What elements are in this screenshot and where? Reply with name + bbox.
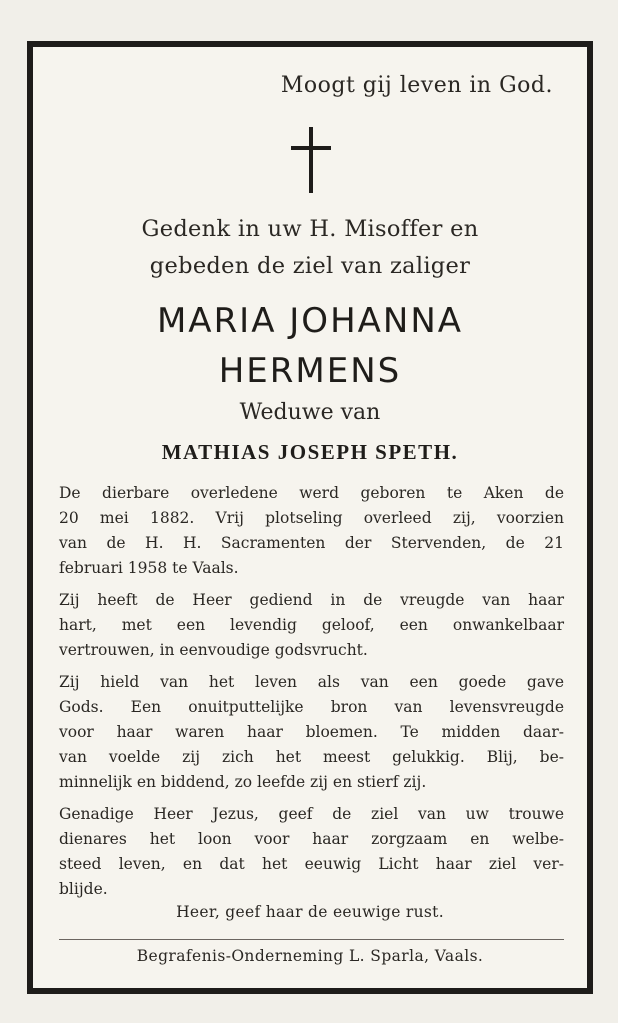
paragraph-line: hart, met een levendig geloof, een onwankelbaar (59, 616, 564, 634)
motto: Moogt gij leven in God. (280, 73, 553, 98)
paragraph-life (59, 670, 564, 795)
intro-line: Gedenk in uw H. Misoffer en (141, 216, 479, 242)
spouse-name: MATHIAS JOSEPH SPETH. (161, 440, 459, 464)
deceased-surname: HERMENS (218, 351, 402, 391)
funeral-home-footer: Begrafenis-Onderneming L. Sparla, Vaals. (136, 947, 484, 965)
paragraph-line: Zij heeft de Heer gediend in de vreugde van haar (59, 591, 564, 609)
cross-icon (291, 127, 331, 193)
paragraph-line: dienares het loon voor haar zorgzaam en welbe- (59, 830, 564, 848)
paragraph-line: 20 mei 1882. Vrij plotseling overleed zij, voorzien (59, 509, 564, 527)
paragraph-line: van de H. H. Sacramenten der Stervenden, de 21 (59, 534, 564, 552)
intro-line: gebeden de ziel van zaliger (149, 253, 471, 279)
closing-prayer: Heer, geef haar de eeuwige rust. (176, 903, 444, 921)
divider (59, 939, 564, 940)
memorial-card (27, 41, 593, 994)
paragraph-line: Zij hield van het leven als van een goede gave (59, 673, 564, 691)
paragraph-line: Gods. Een onuitputtelijke bron van levensvreugde (59, 698, 564, 716)
paragraph-line: voor haar waren haar bloemen. Te midden daar- (59, 723, 564, 741)
intro-text (33, 211, 587, 285)
paragraph-line: februari 1958 te Vaals. (59, 559, 239, 577)
paragraph-biography (59, 481, 564, 581)
paragraph-line: van voelde zij zich het meest gelukkig. Blij, be- (59, 748, 564, 766)
paragraph-prayer (59, 802, 564, 902)
paragraph-line: blijde. (59, 880, 108, 898)
deceased-first-names: MARIA JOHANNA (156, 301, 464, 341)
paragraph-line: vertrouwen, in eenvoudige godsvrucht. (59, 641, 368, 659)
paragraph-line: minnelijk en biddend, zo leefde zij en stierf zij. (59, 773, 427, 791)
widow-label: Weduwe van (239, 400, 381, 425)
paragraph-line: Genadige Heer Jezus, geef de ziel van uw trouwe (59, 805, 564, 823)
paragraph-faith (59, 588, 564, 663)
paragraph-line: steed leven, en dat het eeuwig Licht haar ziel ver- (59, 855, 564, 873)
deceased-name (33, 296, 587, 396)
paragraph-line: De dierbare overledene werd geboren te Aken de (59, 484, 564, 502)
